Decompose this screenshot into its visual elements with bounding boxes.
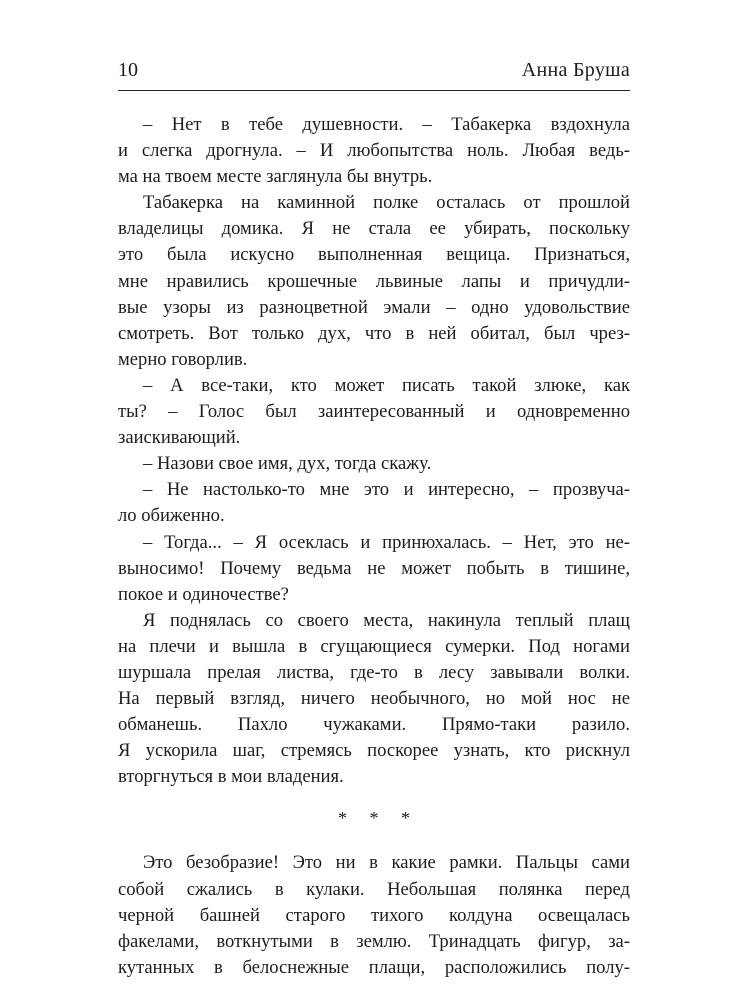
text-line: покое и одиночестве? <box>118 583 289 605</box>
paragraph <box>118 451 630 477</box>
paragraph <box>118 850 630 980</box>
text-line: на плечи и вышла в сгущающиеся сумерки. Под ногами <box>118 635 630 657</box>
text-line: Это безобразие! Это ни в какие рамки. Пальцы сами <box>143 852 630 874</box>
text-line: выносимо! Почему ведьма не может побыть в тишине, <box>118 557 630 579</box>
text-line: ма на твоем месте заглянула бы внутрь. <box>118 166 433 188</box>
text-line: это была искусно выполненная вещица. Признаться, <box>118 244 630 266</box>
text-line: владелицы домика. Я не стала ее убирать, поскольку <box>118 218 630 240</box>
text-line: – Нет в тебе душевности. – Табакерка вздохнула <box>143 114 630 135</box>
text-line: мерно говорлив. <box>118 348 248 370</box>
text-line: и слегка дрогнула. – И любопытства ноль. Любая ведь- <box>118 140 630 162</box>
text-line: – Назови свое имя, дух, тогда скажу. <box>143 453 432 475</box>
paragraph <box>118 373 630 451</box>
section-separator: * * * <box>338 808 419 829</box>
text-line: шуршала прелая листва, где-то в лесу завывали волки. <box>118 661 630 683</box>
text-line: – А все-таки, кто может писать такой злюке, как <box>143 374 630 396</box>
text-line: вторгнуться в мои владения. <box>118 766 344 788</box>
text-line: – Не настолько-то мне это и интересно, – прозвуча- <box>143 479 630 501</box>
paragraph <box>118 112 630 190</box>
paragraph <box>118 477 630 529</box>
running-title: Анна Бруша <box>521 59 630 81</box>
text-line: обманешь. Пахло чужаками. Прямо-таки разило. <box>118 714 630 736</box>
text-line: заискивающий. <box>118 427 241 449</box>
text-line: Табакерка на каминной полке осталась от прошлой <box>143 192 630 214</box>
paragraph <box>118 608 630 791</box>
body-text <box>118 112 630 981</box>
text-line: ло обиженно. <box>118 505 225 527</box>
text-line: черной башней старого тихого колдуна освещалась <box>118 904 630 926</box>
text-line: Я ускорила шаг, стремясь поскорее узнать, кто рискнул <box>118 740 630 762</box>
text-line: кутанных в белоснежные плащи, расположились полу- <box>118 956 630 978</box>
text-line: – Тогда... – Я осеклась и принюхалась. – Нет, это не- <box>143 531 630 553</box>
text-line: собой сжались в кулаки. Небольшая полянка перед <box>118 878 630 900</box>
text-line: Я поднялась со своего места, накинула теплый плащ <box>143 609 630 631</box>
text-line: ты? – Голос был заинтересованный и одновременно <box>118 401 630 423</box>
text-line: вые узоры из разноцветной эмали – одно удовольствие <box>118 296 630 318</box>
text-line: факелами, воткнутыми в землю. Тринадцать фигур, за- <box>118 930 630 952</box>
text-line: На первый взгляд, ничего необычного, но мой нос не <box>118 688 630 710</box>
paragraph <box>118 190 630 373</box>
page-number: 10 <box>118 59 138 81</box>
running-header <box>118 56 630 91</box>
text-line: мне нравились крошечные львиные лапы и причудли- <box>118 270 630 292</box>
paragraph <box>118 530 630 608</box>
text-line: смотреть. Вот только дух, что в ней обитал, был чрез- <box>118 322 630 344</box>
